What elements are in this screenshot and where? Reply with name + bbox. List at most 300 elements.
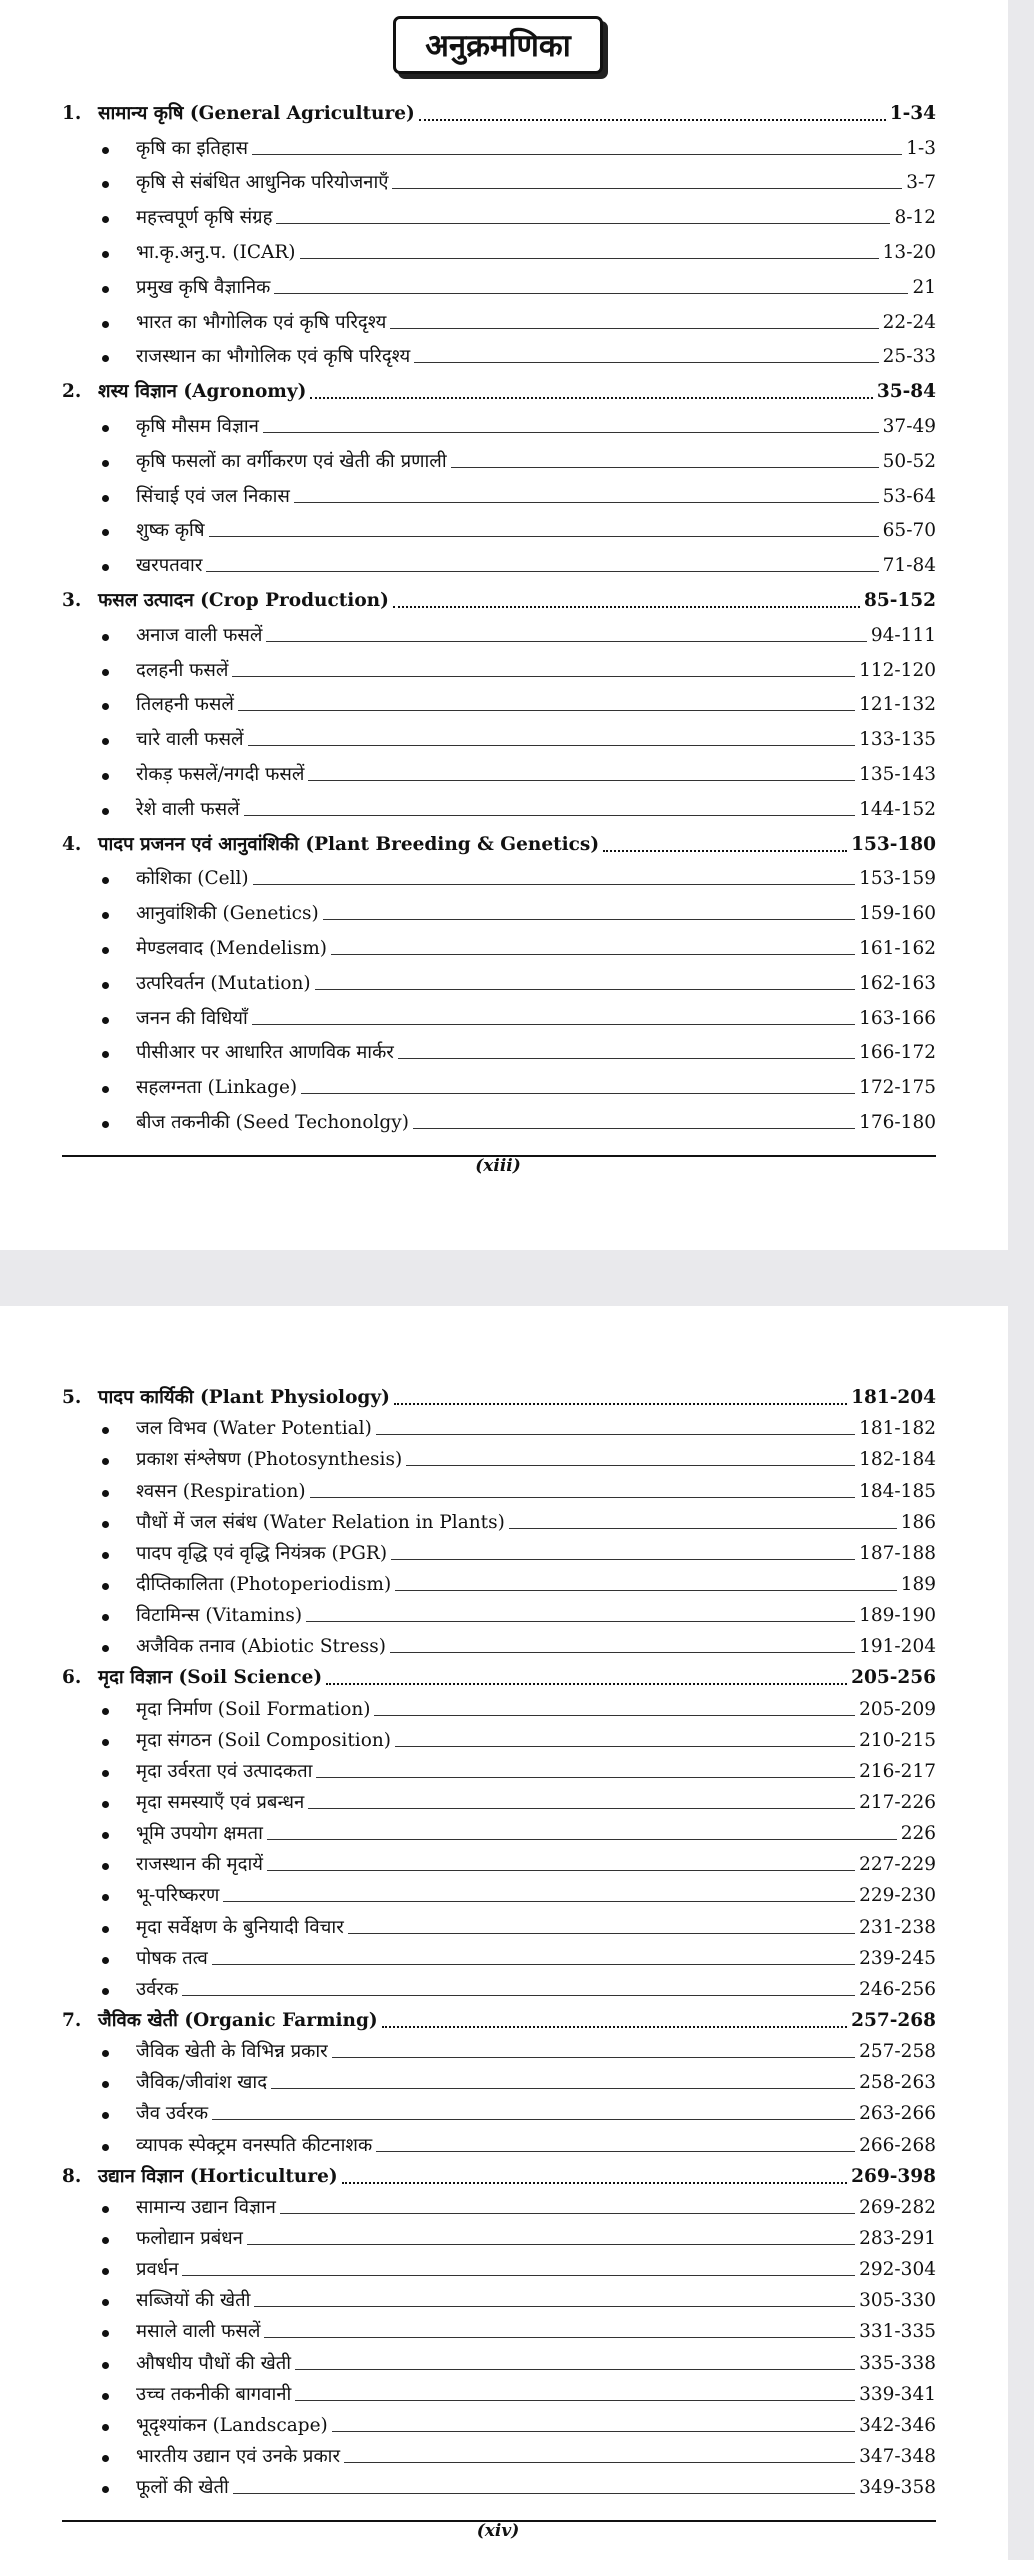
topic-title: भू-परिष्करण [136,1885,220,1907]
chapter-title: फसल उत्पादन (Crop Production) [98,589,389,611]
line-leader [398,1058,855,1059]
bullet-icon [62,2135,136,2157]
topic-pages: 266-268 [859,2134,936,2156]
topic-entry [62,299,936,334]
bullet-icon [62,242,136,264]
topic-pages: 187-188 [859,1542,936,1564]
topic-entry [62,1440,936,1471]
topic-title: औषधीय पौधों की खेती [136,2352,292,2374]
topic-pages: 13-20 [882,241,936,263]
topic-pages: 347-348 [859,2445,936,2467]
bullet-icon [62,486,136,508]
topic-entry [62,125,936,160]
line-leader [395,1590,896,1591]
line-leader [395,1746,855,1747]
line-leader [244,815,855,816]
topic-pages: 210-215 [859,1729,936,1751]
topic-title: मृदा समस्याएँ एवं प्रबन्धन [136,1791,305,1813]
topic-entry [62,612,936,647]
topic-pages: 184-185 [859,1480,936,1502]
bullet-icon [62,1574,136,1596]
line-leader [414,362,878,363]
topic-pages: 181-182 [859,1418,936,1440]
chapter-number: 1. [62,102,82,124]
bullet-icon [62,2477,136,2499]
line-leader [182,2275,855,2276]
topic-entry [62,1752,936,1783]
chapter-title: सामान्य कृषि (General Agriculture) [98,102,415,124]
dot-leader [342,2182,847,2184]
topic-entry [62,682,936,717]
topic-title: चारे वाली फसलें [136,729,244,751]
topic-entry [62,229,936,264]
chapter-number: 3. [62,589,82,611]
index-page-2 [0,1306,1008,2560]
bullet-icon [62,451,136,473]
topic-title: दीप्तिकालिता (Photoperiodism) [136,1573,392,1595]
bullet-icon [62,1605,136,1627]
topic-title: मृदा उर्वरता एवं उत्पादकता [136,1760,313,1782]
topic-entry [62,1471,936,1502]
topic-pages: 135-143 [859,763,936,785]
line-leader [374,1715,855,1716]
bullet-icon [62,416,136,438]
topic-entry [62,751,936,786]
bullet-icon [62,1512,136,1534]
table-of-contents-1 [62,90,936,1134]
bullet-icon [62,938,136,960]
line-leader [308,780,855,781]
topic-pages: 349-358 [859,2477,936,2499]
topic-title: अनाज वाली फसलें [136,624,263,646]
bullet-icon [62,625,136,647]
topic-entry [62,2219,936,2250]
topic-title: दलहनी फसलें [136,659,229,681]
bullet-icon [62,1948,136,1970]
bullet-icon [62,660,136,682]
topic-pages: 65-70 [882,520,936,542]
chapter-entry [62,821,936,856]
chapter-number: 4. [62,833,82,855]
topic-entry [62,2406,936,2437]
line-leader [315,989,856,990]
line-leader [280,2213,855,2214]
topic-pages: 258-263 [859,2072,936,2094]
topic-pages: 161-162 [859,937,936,959]
topic-entry [62,1939,936,1970]
bullet-icon [62,2259,136,2281]
topic-entry [62,473,936,508]
chapter-number: 5. [62,1387,82,1409]
line-leader [348,1933,855,1934]
chapter-number: 8. [62,2165,82,2187]
topic-title: विटामिन्स (Vitamins) [136,1605,303,1627]
line-leader [390,328,878,329]
topic-title: कोशिका (Cell) [136,868,249,890]
topic-pages: 163-166 [859,1007,936,1029]
topic-pages: 263-266 [859,2103,936,2125]
topic-entry [62,2063,936,2094]
bullet-icon [62,1449,136,1471]
topic-entry [62,995,936,1030]
bullet-icon [62,520,136,542]
chapter-pages: 35-84 [876,381,936,403]
topic-pages: 112-120 [859,659,936,681]
topic-entry [62,2468,936,2499]
topic-title: फलोद्यान प्रबंधन [136,2227,243,2249]
bullet-icon [62,694,136,716]
bullet-icon [62,1823,136,1845]
line-leader [276,223,890,224]
topic-pages: 342-346 [859,2414,936,2436]
topic-pages: 239-245 [859,1947,936,1969]
topic-entry [62,2094,936,2125]
bullet-icon [62,1042,136,1064]
line-leader [212,1964,855,1965]
topic-entry [62,542,936,577]
chapter-title: शस्य विज्ञान (Agronomy) [98,381,307,403]
topic-pages: 217-226 [859,1791,936,1813]
chapter-title: मृदा विज्ञान (Soil Science) [98,1667,323,1689]
chapter-number: 2. [62,381,82,403]
topic-entry [62,647,936,682]
chapter-entry [62,577,936,612]
bullet-icon [62,2384,136,2406]
topic-title: कृषि मौसम विज्ञान [136,415,259,437]
topic-entry [62,925,936,960]
bullet-icon [62,277,136,299]
topic-title: कृषि का इतिहास [136,137,248,159]
line-leader [376,1434,855,1435]
topic-title: जल विभव (Water Potential) [136,1418,372,1440]
dot-leader [394,1403,847,1405]
line-leader [391,1559,855,1560]
line-leader [301,1093,855,1094]
chapter-pages: 1-34 [889,102,936,124]
chapter-number: 6. [62,1667,82,1689]
topic-pages: 191-204 [859,1636,936,1658]
topic-pages: 229-230 [859,1885,936,1907]
topic-pages: 182-184 [859,1449,936,1471]
dot-leader [393,606,860,608]
chapter-pages: 153-180 [851,833,936,855]
chapter-entry [62,1658,936,1689]
line-leader [209,536,879,537]
chapter-number: 7. [62,2009,82,2031]
line-leader [376,2151,855,2152]
line-leader [300,258,879,259]
line-leader [344,2462,855,2463]
bullet-icon [62,2197,136,2219]
line-leader [294,502,879,503]
bullet-icon [62,1792,136,1814]
topic-title: जैविक/जीवांश खाद [136,2072,268,2094]
topic-title: पौधों में जल संबंध (Water Relation in Plants) [136,1511,505,1533]
chapter-pages: 269-398 [851,2165,936,2187]
topic-entry [62,1409,936,1440]
line-leader [392,188,902,189]
topic-title: रेशे वाली फसलें [136,798,240,820]
topic-pages: 231-238 [859,1916,936,1938]
bullet-icon [62,1543,136,1565]
line-leader [252,1024,855,1025]
table-of-contents-2 [62,1378,936,2499]
bullet-icon [62,555,136,577]
bullet-icon [62,2228,136,2250]
bullet-icon [62,1854,136,1876]
topic-entry [62,716,936,751]
topic-entry [62,1064,936,1099]
topic-title: प्रवर्धन [136,2259,179,2281]
topic-entry [62,1534,936,1565]
topic-title: भूमि उपयोग क्षमता [136,1823,263,1845]
chapter-title: जैविक खेती (Organic Farming) [98,2009,378,2031]
dot-leader [419,119,886,121]
topic-pages: 216-217 [859,1760,936,1782]
topic-title: सहलग्नता (Linkage) [136,1077,298,1099]
topic-pages: 153-159 [859,868,936,890]
chapter-entry [62,2001,936,2032]
chapter-entry [62,90,936,125]
topic-entry [62,960,936,995]
topic-entry [62,1596,936,1627]
topic-title: आनुवांशिकी (Genetics) [136,903,319,925]
topic-entry [62,2343,936,2374]
topic-pages: 25-33 [882,346,936,368]
topic-pages: 205-209 [859,1698,936,1720]
topic-title: मृदा सर्वेक्षण के बुनियादी विचार [136,1916,344,1938]
topic-title: तिलहनी फसलें [136,694,234,716]
topic-title: शुष्क कृषि [136,520,205,542]
bullet-icon [62,346,136,368]
topic-pages: 71-84 [882,555,936,577]
chapter-entry [62,1378,936,1409]
line-leader [306,1621,855,1622]
topic-entry [62,1627,936,1658]
bullet-icon [62,2290,136,2312]
line-leader [248,745,856,746]
topic-title: पोषक तत्व [136,1947,208,1969]
topic-pages: 133-135 [859,729,936,751]
topic-title: जनन की विधियाँ [136,1007,248,1029]
topic-entry [62,2188,936,2219]
bullet-icon [62,207,136,229]
topic-pages: 257-258 [859,2041,936,2063]
line-leader [310,1497,855,1498]
topic-entry [62,2032,936,2063]
line-leader [206,571,878,572]
topic-pages: 3-7 [906,172,936,194]
topic-title: भा.कृ.अनु.प. (ICAR) [136,241,296,263]
chapter-pages: 257-268 [851,2009,936,2031]
topic-pages: 246-256 [859,1978,936,2000]
line-leader [413,1128,855,1129]
chapter-pages: 181-204 [851,1387,936,1409]
bullet-icon [62,2072,136,2094]
line-leader [267,1839,897,1840]
line-leader [223,1901,855,1902]
topic-pages: 166-172 [859,1042,936,1064]
topic-pages: 159-160 [859,903,936,925]
dot-leader [382,2026,847,2028]
bullet-icon [62,764,136,786]
topic-entry [62,1907,936,1938]
topic-title: बीज तकनीकी (Seed Techonolgy) [136,1111,409,1133]
topic-entry [62,160,936,195]
line-leader [331,954,855,955]
topic-entry [62,1845,936,1876]
topic-entry [62,2250,936,2281]
topic-pages: 283-291 [859,2227,936,2249]
topic-pages: 331-335 [859,2321,936,2343]
topic-pages: 176-180 [859,1111,936,1133]
bullet-icon [62,1077,136,1099]
line-leader [238,710,855,711]
topic-pages: 189 [900,1573,936,1595]
topic-pages: 21 [912,276,936,298]
dot-leader [603,850,847,852]
topic-title: मृदा संगठन (Soil Composition) [136,1729,391,1751]
topic-pages: 305-330 [859,2290,936,2312]
chapter-title: उद्यान विज्ञान (Horticulture) [98,2165,338,2187]
topic-entry [62,334,936,369]
topic-entry [62,438,936,473]
chapter-title: पादप कार्यिकी (Plant Physiology) [98,1387,390,1409]
bullet-icon [62,973,136,995]
index-page-1 [0,0,1008,1250]
bullet-icon [62,2103,136,2125]
bullet-icon [62,868,136,890]
topic-title: कृषि फसलों का वर्गीकरण एवं खेती की प्रणाली [136,450,447,472]
line-leader [295,2400,855,2401]
topic-title: महत्त्वपूर्ण कृषि संग्रह [136,207,273,229]
topic-title: खरपतवार [136,555,203,577]
bullet-icon [62,2415,136,2437]
dot-leader [310,397,872,399]
topic-pages: 22-24 [882,311,936,333]
bullet-icon [62,903,136,925]
bullet-icon [62,2353,136,2375]
bullet-icon [62,2041,136,2063]
topic-entry [62,264,936,299]
index-title: अनुक्रमणिका [393,16,603,74]
topic-pages: 53-64 [882,485,936,507]
topic-title: मृदा निर्माण (Soil Formation) [136,1698,371,1720]
line-leader [323,919,855,920]
topic-pages: 172-175 [859,1077,936,1099]
bullet-icon [62,1730,136,1752]
bullet-icon [62,1418,136,1440]
page-folio: (xiii) [475,1156,521,1176]
line-leader [263,432,879,433]
bullet-icon [62,1979,136,2001]
topic-title: सिंचाई एवं जल निकास [136,485,290,507]
topic-title: मेण्डलवाद (Mendelism) [136,937,327,959]
topic-title: कृषि से संबंधित आधुनिक परियोजनाएँ [136,172,389,194]
topic-pages: 339-341 [859,2383,936,2405]
topic-title: राजस्थान की मृदायें [136,1854,263,1876]
bullet-icon [62,1636,136,1658]
line-leader [232,676,855,677]
bullet-icon [62,312,136,334]
topic-entry [62,194,936,229]
chapter-title: पादप प्रजनन एवं आनुवांशिकी (Plant Breeding & Genetics) [98,833,600,855]
topic-pages: 37-49 [882,415,936,437]
topic-pages: 227-229 [859,1854,936,1876]
topic-entry [62,403,936,438]
topic-title: रोकड़ फसलें/नगदी फसलें [136,763,305,785]
topic-title: राजस्थान का भौगोलिक एवं कृषि परिदृश्य [136,346,411,368]
bullet-icon [62,2321,136,2343]
line-leader [254,2306,855,2307]
topic-pages: 269-282 [859,2196,936,2218]
topic-pages: 50-52 [882,450,936,472]
dot-leader [326,1683,847,1685]
bullet-icon [62,1699,136,1721]
topic-title: भारत का भौगोलिक एवं कृषि परिदृश्य [136,311,387,333]
line-leader [390,1652,855,1653]
topic-title: अजैविक तनाव (Abiotic Stress) [136,1636,386,1658]
bullet-icon [62,2446,136,2468]
line-leader [264,2337,855,2338]
line-leader [266,641,866,642]
line-leader [509,1528,897,1529]
line-leader [308,1808,855,1809]
line-leader [271,2088,855,2089]
line-leader [332,2431,855,2432]
topic-entry [62,2125,936,2156]
topic-entry [62,1814,936,1845]
bullet-icon [62,138,136,160]
page-folio: (xiv) [476,2521,520,2541]
topic-title: सब्जियों की खेती [136,2290,251,2312]
line-leader [182,1995,855,1996]
chapter-pages: 85-152 [863,589,936,611]
topic-title: जैविक खेती के विभिन्न प्रकार [136,2041,328,2063]
topic-title: जैव उर्वरक [136,2103,209,2125]
topic-entry [62,1876,936,1907]
topic-title: उच्च तकनीकी बागवानी [136,2383,292,2405]
topic-entry [62,1099,936,1134]
line-leader [451,467,879,468]
line-leader [267,1870,855,1871]
topic-title: उत्परिवर्तन (Mutation) [136,972,311,994]
bullet-icon [62,1917,136,1939]
topic-pages: 8-12 [894,207,936,229]
topic-pages: 189-190 [859,1605,936,1627]
topic-title: व्यापक स्पेक्ट्रम वनस्पति कीटनाशक [136,2134,373,2156]
bullet-icon [62,1885,136,1907]
topic-title: प्रमुख कृषि वैज्ञानिक [136,276,271,298]
bullet-icon [62,1481,136,1503]
bullet-icon [62,1008,136,1030]
topic-title: श्वसन (Respiration) [136,1480,306,1502]
topic-title: मसाले वाली फसलें [136,2321,261,2343]
chapter-pages: 205-256 [851,1667,936,1689]
line-leader [295,2369,855,2370]
topic-title: उर्वरक [136,1978,179,2000]
topic-entry [62,1689,936,1720]
line-leader [233,2493,855,2494]
topic-entry [62,856,936,891]
topic-pages: 335-338 [859,2352,936,2374]
chapter-entry [62,368,936,403]
topic-entry [62,890,936,925]
topic-title: प्रकाश संश्लेषण (Photosynthesis) [136,1449,403,1471]
topic-pages: 94-111 [870,624,936,646]
line-leader [253,884,856,885]
topic-entry [62,786,936,821]
